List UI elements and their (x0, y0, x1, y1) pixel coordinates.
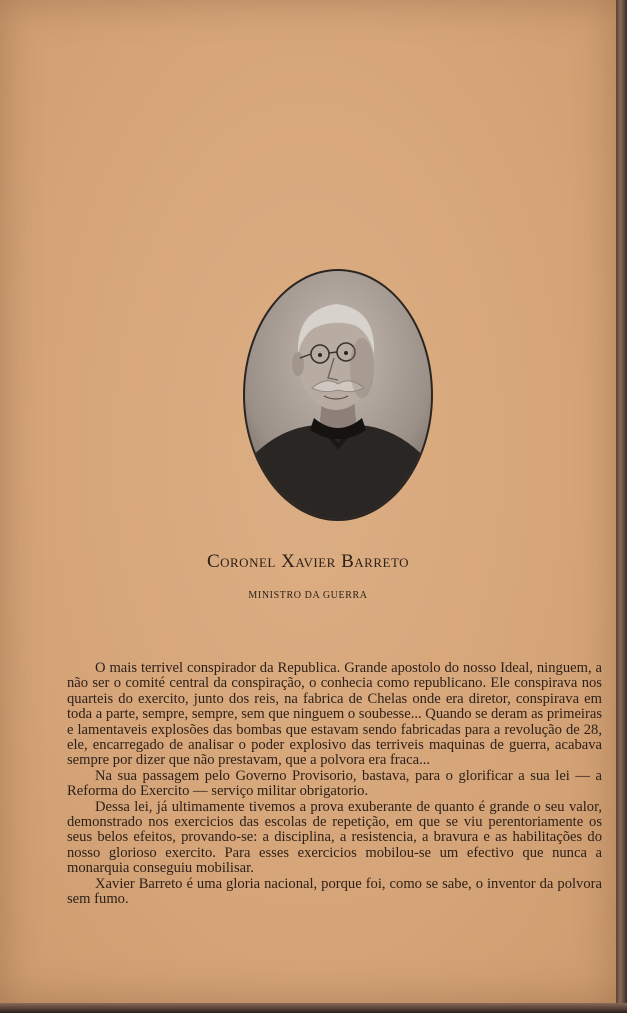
page-edge-bottom (0, 1003, 627, 1013)
portrait-photo (242, 268, 434, 522)
portrait-image (242, 268, 434, 522)
paragraph: Xavier Barreto é uma gloria nacional, porque foi, como se sabe, o inventor da polvora sem fumo. (67, 875, 602, 908)
portrait-caption-title: MINISTRO DA GUERRA (248, 590, 368, 601)
paragraph: Dessa lei, já ultimamente tivemos a prova exuberante de quanto é grande o seu valor, demonstrado nos exercicios das escolas de repetição, em que se viu perentoriamente os seus belos efeitos, provando-se: a disciplina, a resistencia, a bravura e as habilitações do nosso glorioso exercito. Para esses exercicios mobilou-se um efectivo que nunca a monarquia conseguiu mobilisar. (67, 798, 602, 877)
body-text (67, 661, 602, 908)
paragraph: O mais terrivel conspirador da Republica. Grande apostolo do nosso Ideal, ninguem, a não ser o comité central da conspiração, o conhecia como republicano. Ele conspirava nos quarteis do exercito, junto dos reis, na fabrica de Chelas onde era diretor, conspirava em toda a parte, sempre, sempre, sem que ninguem o soubesse... Quando se deram as primeiras e lamentaveis explosões das bombas que estavam sendo fabricadas para a revolução de 28, ele, encarregado de analisar o poder explosivo das terriveis maquinas de guerra, acabava sempre por dizer que não prestavam, que a polvora era fraca... (67, 660, 602, 769)
portrait-caption-name: Coronel Xavier Barreto (206, 551, 410, 572)
paragraph: Na sua passagem pelo Governo Provisorio, bastava, para o glorificar a sua lei — a Reforma do Exercito — serviço militar obrigatorio. (67, 767, 602, 800)
page-edge-right (616, 0, 627, 1013)
